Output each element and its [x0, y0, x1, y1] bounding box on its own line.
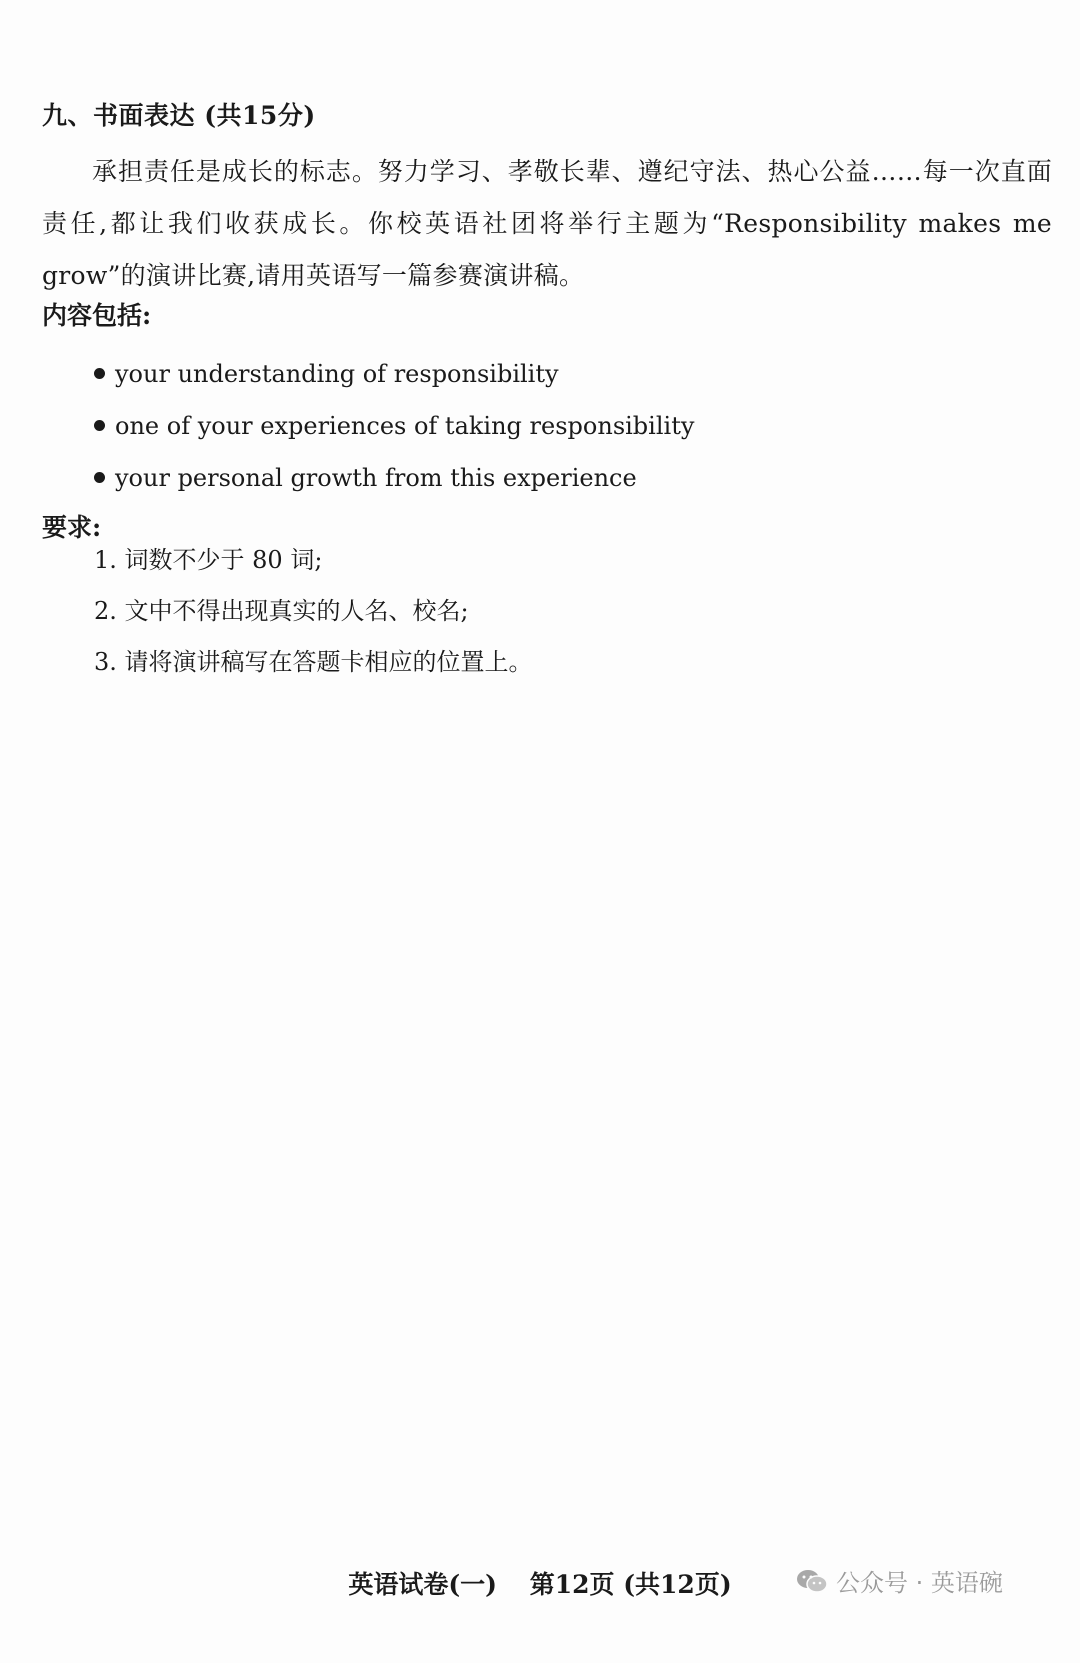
content-item	[94, 452, 694, 504]
paper-name: 英语试卷(一)	[348, 1570, 497, 1599]
intro-paragraph: 承担责任是成长的标志。努力学习、孝敬长辈、遵纪守法、热心公益……每一次直面责任,都让我们收获成长。你校英语社团将举行主题为“Responsibility makes me grow”的演讲比赛,请用英语写一篇参赛演讲稿。	[42, 157, 1052, 290]
bullet-icon	[94, 420, 105, 431]
requirement-item: 1. 词数不少于 80 词;	[94, 546, 323, 574]
section-title: 九、书面表达 (共15分)	[42, 101, 316, 130]
wechat-icon	[796, 1568, 828, 1594]
content-item-text: one of your experiences of taking responsibility	[115, 412, 695, 440]
requirement-item: 2. 文中不得出现真实的人名、校名;	[94, 597, 469, 625]
content-item	[94, 348, 694, 400]
content-item-text: your understanding of responsibility	[115, 360, 559, 388]
page-number: 第12页 (共12页)	[529, 1570, 732, 1599]
content-item-text: your personal growth from this experience	[115, 464, 637, 492]
bullet-icon	[94, 368, 105, 379]
requirements-list	[94, 535, 533, 688]
content-item	[94, 400, 694, 452]
content-list	[94, 348, 694, 504]
bullet-icon	[94, 472, 105, 483]
requirements-label: 要求:	[42, 513, 102, 542]
requirement-item: 3. 请将演讲稿写在答题卡相应的位置上。	[94, 648, 533, 676]
watermark	[796, 1563, 1003, 1598]
watermark-text: 公众号 · 英语碗	[836, 1569, 1003, 1597]
content-label: 内容包括:	[42, 301, 152, 330]
